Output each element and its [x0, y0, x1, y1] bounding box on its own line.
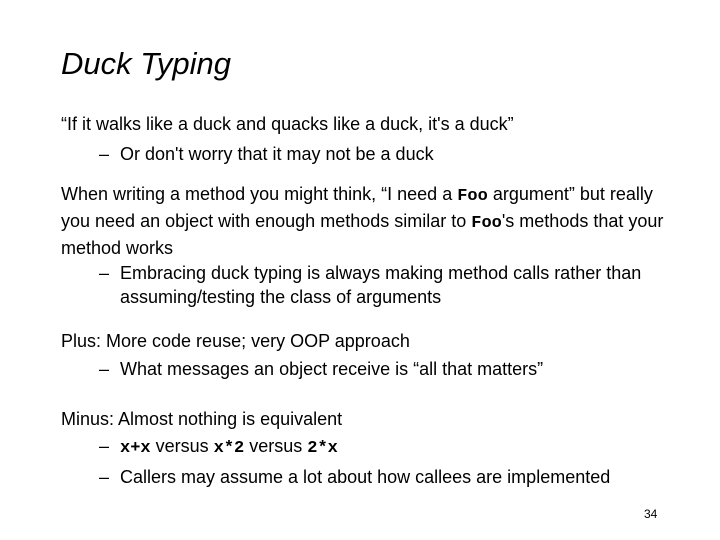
- method-text-1: When writing a method you might think, “I need a: [61, 184, 458, 204]
- method-paragraph: [61, 182, 681, 260]
- method-text-3: 's methods that your method works: [61, 211, 664, 258]
- dash-bullet: –: [99, 263, 110, 283]
- plus-text: Plus: More code reuse; very OOP approach: [61, 331, 410, 351]
- plus-subpoint: [99, 357, 695, 381]
- versus-text-1: versus: [150, 436, 214, 456]
- code-foo-1: Foo: [457, 187, 488, 206]
- dash-bullet: –: [99, 467, 110, 487]
- dash-bullet: –: [99, 436, 110, 456]
- minus-text: Minus: Almost nothing is equivalent: [61, 409, 343, 429]
- method-subpoint-text: Embracing duck typing is always making method calls rather than assuming/testing the class of arguments: [120, 263, 642, 307]
- quote-text: “If it walks like a duck and quacks like a duck, it's a duck”: [61, 114, 514, 134]
- page-number: 34: [644, 507, 658, 521]
- minus-subpoint-callers: [99, 465, 695, 489]
- quote-subpoint-text: Or don't worry that it may not be a duck: [120, 144, 434, 164]
- plus-subpoint-text: What messages an object receive is “all that matters”: [120, 359, 544, 379]
- quote-subpoint: [99, 142, 695, 166]
- code-x-plus-x: x+x: [120, 439, 151, 458]
- code-x-times-2: x*2: [213, 439, 245, 458]
- dash-bullet: –: [99, 359, 110, 379]
- minus-subpoint-code: [99, 434, 695, 461]
- code-2-times-x: 2*x: [307, 439, 338, 458]
- method-subpoint: [99, 261, 695, 309]
- slide-title: Duck Typing: [61, 46, 231, 81]
- code-foo-2: Foo: [471, 214, 502, 233]
- versus-text-2: versus: [244, 436, 308, 456]
- dash-bullet: –: [99, 144, 110, 164]
- callers-text: Callers may assume a lot about how callees are implemented: [120, 467, 611, 487]
- method-text-2: argument” but really you need an object with enough methods similar to: [61, 184, 653, 231]
